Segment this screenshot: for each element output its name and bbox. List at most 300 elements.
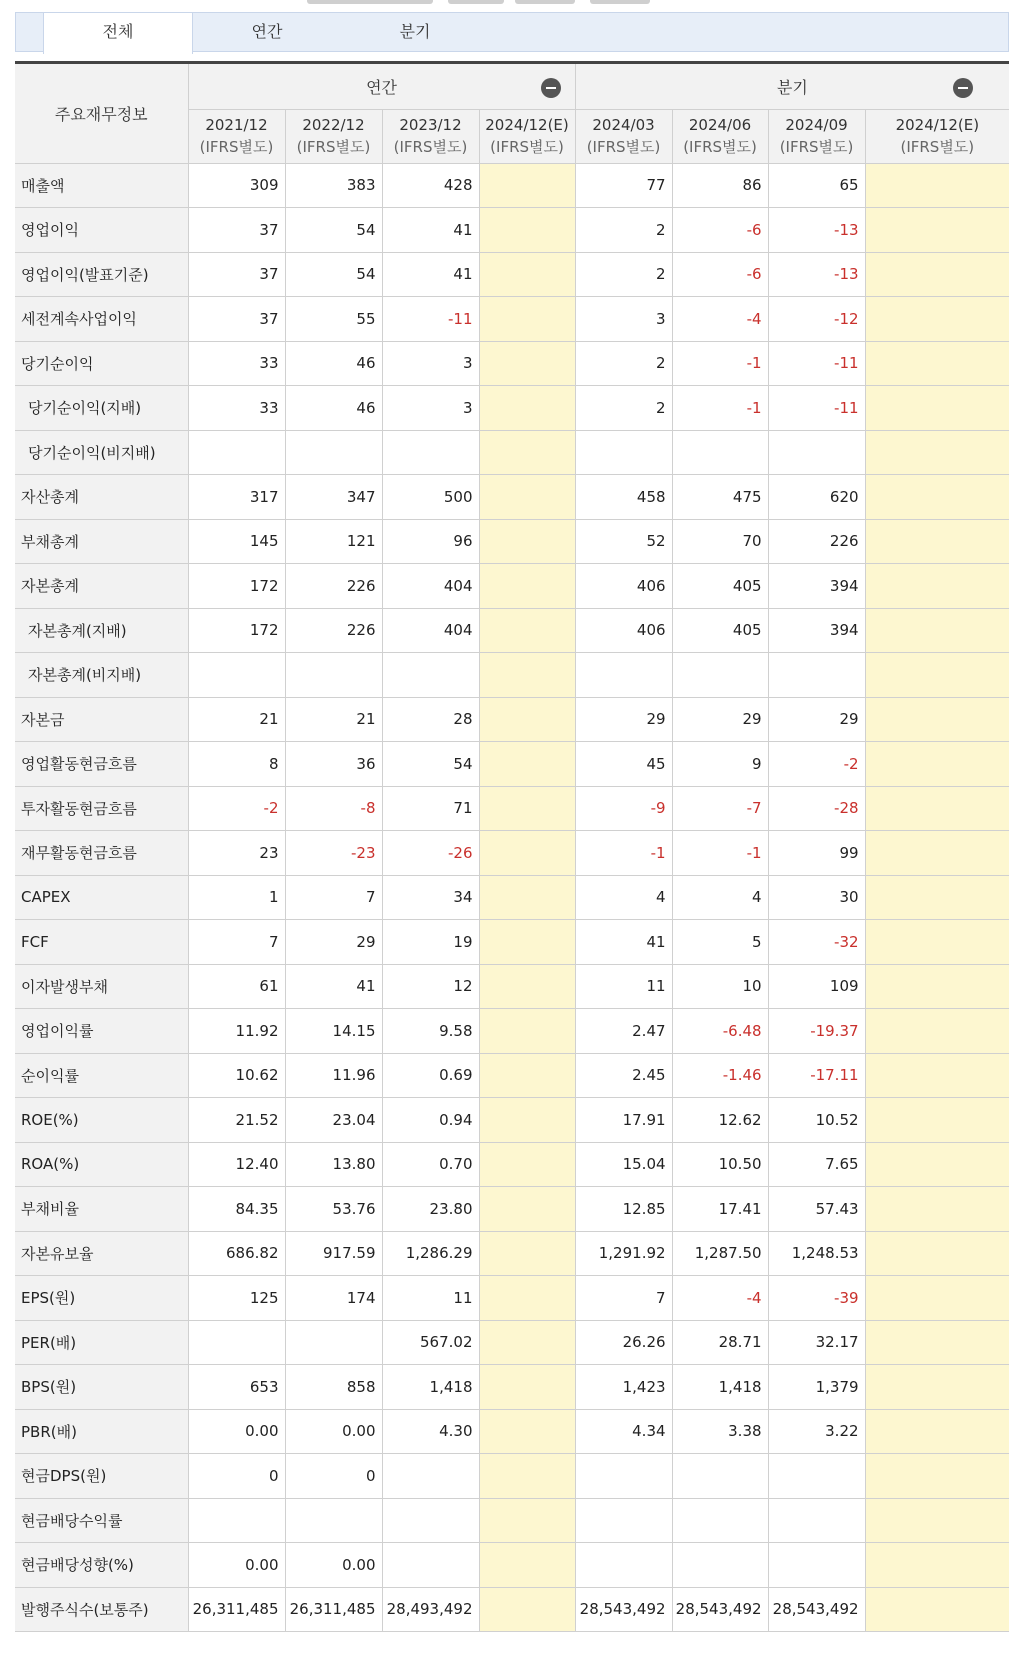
period-basis: (IFRS별도) [683, 138, 757, 156]
table-cell [285, 1320, 382, 1365]
table-cell [865, 697, 1009, 742]
row-label: 당기순이익(비지배) [15, 430, 188, 475]
table-cell: 226 [285, 608, 382, 653]
table-row [15, 964, 1009, 1009]
group-label: 분기 [776, 77, 808, 97]
table-cell: -1 [672, 341, 768, 386]
table-cell [575, 653, 672, 698]
table-cell: 23.80 [382, 1187, 479, 1232]
table-cell [865, 742, 1009, 787]
tab-annual[interactable]: 연간 [251, 22, 283, 41]
period-basis: (IFRS별도) [393, 138, 468, 156]
table-cell: 7.65 [768, 1142, 865, 1187]
table-cell: 54 [285, 252, 382, 297]
table-cell: 0.94 [382, 1098, 479, 1143]
table-cell: 17.41 [672, 1187, 768, 1232]
table-cell: 15.04 [575, 1142, 672, 1187]
period-header [479, 109, 575, 163]
table-row [15, 1009, 1009, 1054]
table-cell: -17.11 [768, 1053, 865, 1098]
row-label: 부채비율 [15, 1187, 188, 1232]
table-cell: 30 [768, 875, 865, 920]
table-cell: 37 [188, 208, 285, 253]
table-row [15, 252, 1009, 297]
table-cell: 84.35 [188, 1187, 285, 1232]
table-cell: 3.22 [768, 1409, 865, 1454]
table-row [15, 1498, 1009, 1543]
table-cell [479, 297, 575, 342]
row-label: 현금DPS(원) [15, 1454, 188, 1499]
table-cell [865, 786, 1009, 831]
table-cell: 2 [575, 341, 672, 386]
table-cell: 404 [382, 608, 479, 653]
table-cell: 109 [768, 964, 865, 1009]
period-header [188, 109, 285, 163]
table-cell [285, 1498, 382, 1543]
table-cell: 61 [188, 964, 285, 1009]
table-cell [672, 1454, 768, 1499]
table-cell [865, 1498, 1009, 1543]
table-cell [865, 430, 1009, 475]
row-label: 현금배당성향(%) [15, 1543, 188, 1588]
table-cell [575, 1498, 672, 1543]
table-cell: 3.38 [672, 1409, 768, 1454]
table-cell: 26,311,485 [285, 1587, 382, 1632]
table-cell [479, 564, 575, 609]
row-label: 영업활동현금흐름 [15, 742, 188, 787]
table-cell: -1.46 [672, 1053, 768, 1098]
table-cell: 54 [285, 208, 382, 253]
table-cell: 226 [285, 564, 382, 609]
table-row [15, 1587, 1009, 1632]
row-label: PBR(배) [15, 1409, 188, 1454]
period-date: 2021/12 [205, 116, 268, 134]
table-cell: 121 [285, 519, 382, 564]
table-cell [479, 208, 575, 253]
table-cell: 29 [672, 697, 768, 742]
table-cell: 9.58 [382, 1009, 479, 1054]
table-cell [865, 252, 1009, 297]
table-cell: 65 [768, 163, 865, 208]
row-label: 영업이익 [15, 208, 188, 253]
period-basis: (IFRS별도) [586, 138, 661, 156]
table-row [15, 608, 1009, 653]
table-row [15, 653, 1009, 698]
table-cell: 0 [285, 1454, 382, 1499]
table-row [15, 1543, 1009, 1588]
table-cell: 4.34 [575, 1409, 672, 1454]
table-cell: 0.70 [382, 1142, 479, 1187]
period-basis: (IFRS별도) [490, 138, 564, 156]
group-header-annual [188, 64, 575, 109]
table-cell [865, 1320, 1009, 1365]
row-label: 부채총계 [15, 519, 188, 564]
table-cell [382, 430, 479, 475]
table-cell: 3 [382, 341, 479, 386]
table-row [15, 163, 1009, 208]
table-cell: 29 [285, 920, 382, 965]
table-cell: 26,311,485 [188, 1587, 285, 1632]
row-label: BPS(원) [15, 1365, 188, 1410]
table-cell [382, 653, 479, 698]
table-cell [865, 1365, 1009, 1410]
table-cell: -2 [768, 742, 865, 787]
table-row [15, 697, 1009, 742]
table-cell: 12.62 [672, 1098, 768, 1143]
period-date: 2024/03 [592, 116, 655, 134]
table-cell: -13 [768, 252, 865, 297]
row-label: 순이익률 [15, 1053, 188, 1098]
row-label: CAPEX [15, 875, 188, 920]
period-header [285, 109, 382, 163]
table-cell: 21 [188, 697, 285, 742]
period-tab-bar [15, 12, 1009, 52]
table-cell: 0.00 [285, 1543, 382, 1588]
table-cell: 475 [672, 475, 768, 520]
table-cell: -23 [285, 831, 382, 876]
table-cell: -12 [768, 297, 865, 342]
table-cell: 172 [188, 608, 285, 653]
cut-off-element [590, 0, 650, 4]
table-cell: 33 [188, 341, 285, 386]
tab-quarterly[interactable]: 분기 [399, 22, 431, 41]
table-cell [479, 1187, 575, 1232]
table-cell: 0 [188, 1454, 285, 1499]
table-cell [768, 430, 865, 475]
table-cell [479, 1009, 575, 1054]
table-cell [479, 742, 575, 787]
table-cell: 405 [672, 564, 768, 609]
table-cell [768, 653, 865, 698]
table-cell: 7 [575, 1276, 672, 1321]
table-cell: 2 [575, 208, 672, 253]
row-label: ROA(%) [15, 1142, 188, 1187]
table-cell [479, 1498, 575, 1543]
period-header [865, 109, 1009, 163]
table-cell [865, 163, 1009, 208]
table-cell: 0.00 [188, 1543, 285, 1588]
table-cell: 383 [285, 163, 382, 208]
table-cell: 23.04 [285, 1098, 382, 1143]
table-cell [479, 920, 575, 965]
table-cell [865, 1187, 1009, 1232]
table-row [15, 208, 1009, 253]
table-cell [672, 1498, 768, 1543]
table-cell: 2.47 [575, 1009, 672, 1054]
table-row [15, 341, 1009, 386]
table-cell: 29 [575, 697, 672, 742]
table-cell [479, 519, 575, 564]
table-row [15, 1320, 1009, 1365]
cut-off-element [448, 0, 504, 4]
table-cell [768, 1454, 865, 1499]
table-cell: -8 [285, 786, 382, 831]
table-cell: 1,418 [672, 1365, 768, 1410]
table-cell [479, 1320, 575, 1365]
table-cell [479, 1053, 575, 1098]
row-label: 매출액 [15, 163, 188, 208]
row-label: FCF [15, 920, 188, 965]
table-cell: -7 [672, 786, 768, 831]
table-cell [672, 1543, 768, 1588]
table-cell: 11.96 [285, 1053, 382, 1098]
table-row [15, 297, 1009, 342]
table-cell: 12 [382, 964, 479, 1009]
row-label: 발행주식수(보통주) [15, 1587, 188, 1632]
table-cell [768, 1543, 865, 1588]
table-cell: 1,291.92 [575, 1231, 672, 1276]
table-cell [865, 1053, 1009, 1098]
table-cell [479, 653, 575, 698]
table-cell: -9 [575, 786, 672, 831]
table-cell: 9 [672, 742, 768, 787]
table-cell: 7 [188, 920, 285, 965]
row-label: 자본유보율 [15, 1231, 188, 1276]
tab-all[interactable]: 전체 [43, 13, 193, 54]
row-label: 영업이익률 [15, 1009, 188, 1054]
table-cell [479, 786, 575, 831]
table-cell: 620 [768, 475, 865, 520]
table-cell: 17.91 [575, 1098, 672, 1143]
table-cell [865, 1587, 1009, 1632]
table-cell: -11 [768, 341, 865, 386]
table-cell: 317 [188, 475, 285, 520]
table-cell [479, 1098, 575, 1143]
table-cell: 11 [575, 964, 672, 1009]
table-cell [479, 964, 575, 1009]
row-label: 당기순이익 [15, 341, 188, 386]
table-cell: 0.00 [188, 1409, 285, 1454]
period-header [768, 109, 865, 163]
table-cell: -11 [768, 386, 865, 431]
period-basis: (IFRS별도) [296, 138, 371, 156]
corner-header: 주요재무정보 [15, 64, 188, 163]
table-cell: -11 [382, 297, 479, 342]
period-date: 2022/12 [302, 116, 365, 134]
table-cell: 55 [285, 297, 382, 342]
table-cell [479, 831, 575, 876]
row-label: 자본총계(비지배) [15, 653, 188, 698]
table-cell: 917.59 [285, 1231, 382, 1276]
table-cell: 46 [285, 341, 382, 386]
table-cell: -13 [768, 208, 865, 253]
table-cell: -2 [188, 786, 285, 831]
table-cell: -1 [575, 831, 672, 876]
table-cell: 19 [382, 920, 479, 965]
table-cell [865, 564, 1009, 609]
table-row [15, 386, 1009, 431]
table-cell: 226 [768, 519, 865, 564]
row-label: 당기순이익(지배) [15, 386, 188, 431]
table-cell: 686.82 [188, 1231, 285, 1276]
table-cell: 26.26 [575, 1320, 672, 1365]
table-cell: 96 [382, 519, 479, 564]
table-row [15, 1276, 1009, 1321]
table-cell: -39 [768, 1276, 865, 1321]
table-cell [188, 430, 285, 475]
table-row [15, 1142, 1009, 1187]
table-row [15, 1409, 1009, 1454]
table-cell [672, 653, 768, 698]
table-cell: 28,493,492 [382, 1587, 479, 1632]
table-cell: 3 [382, 386, 479, 431]
table-cell: 2 [575, 252, 672, 297]
table-cell [479, 1454, 575, 1499]
table-row [15, 1098, 1009, 1143]
table-cell [479, 1365, 575, 1410]
table-cell: 45 [575, 742, 672, 787]
table-cell: 21.52 [188, 1098, 285, 1143]
collapse-annual-icon[interactable] [541, 78, 561, 98]
table-cell: 858 [285, 1365, 382, 1410]
table-cell: 41 [382, 252, 479, 297]
table-cell [479, 1543, 575, 1588]
table-cell [575, 1543, 672, 1588]
table-cell: 406 [575, 564, 672, 609]
table-cell [382, 1543, 479, 1588]
table-row [15, 1365, 1009, 1410]
row-label: 이자발생부채 [15, 964, 188, 1009]
table-cell: 567.02 [382, 1320, 479, 1365]
table-cell: 57.43 [768, 1187, 865, 1232]
table-cell: 28.71 [672, 1320, 768, 1365]
table-cell [865, 1454, 1009, 1499]
table-cell: 86 [672, 163, 768, 208]
table-cell: 28,543,492 [768, 1587, 865, 1632]
table-cell [865, 1142, 1009, 1187]
period-basis: (IFRS별도) [900, 138, 975, 156]
table-cell: 8 [188, 742, 285, 787]
table-row [15, 920, 1009, 965]
table-cell [382, 1498, 479, 1543]
table-cell: 4 [672, 875, 768, 920]
row-label: 자본총계(지배) [15, 608, 188, 653]
table-cell: 36 [285, 742, 382, 787]
table-cell [672, 430, 768, 475]
table-cell: 500 [382, 475, 479, 520]
table-cell [865, 1276, 1009, 1321]
row-label: ROE(%) [15, 1098, 188, 1143]
table-cell: 71 [382, 786, 479, 831]
cut-off-element [307, 0, 433, 4]
table-cell: 70 [672, 519, 768, 564]
table-cell: 145 [188, 519, 285, 564]
table-cell [188, 1498, 285, 1543]
table-cell [479, 475, 575, 520]
table-cell [865, 831, 1009, 876]
table-cell: 10 [672, 964, 768, 1009]
table-cell [865, 1409, 1009, 1454]
table-cell [865, 920, 1009, 965]
table-row [15, 564, 1009, 609]
period-date: 2023/12 [399, 116, 462, 134]
table-cell: 1,286.29 [382, 1231, 479, 1276]
collapse-quarterly-icon[interactable] [953, 78, 973, 98]
table-cell [865, 653, 1009, 698]
table-cell [479, 386, 575, 431]
table-cell: 10.62 [188, 1053, 285, 1098]
table-cell: 5 [672, 920, 768, 965]
table-cell [865, 1231, 1009, 1276]
table-cell: 53.76 [285, 1187, 382, 1232]
table-cell: -4 [672, 1276, 768, 1321]
table-cell [865, 1009, 1009, 1054]
row-label: 재무활동현금흐름 [15, 831, 188, 876]
table-cell: 33 [188, 386, 285, 431]
top-strip [0, 0, 1009, 10]
table-cell: 52 [575, 519, 672, 564]
row-label: PER(배) [15, 1320, 188, 1365]
row-label: 세전계속사업이익 [15, 297, 188, 342]
table-cell: 394 [768, 608, 865, 653]
table-row [15, 875, 1009, 920]
table-cell: 34 [382, 875, 479, 920]
table-cell: 347 [285, 475, 382, 520]
period-date: 2024/12(E) [485, 116, 569, 134]
table-cell: 2.45 [575, 1053, 672, 1098]
period-date: 2024/12(E) [895, 116, 980, 134]
table-cell: 0.69 [382, 1053, 479, 1098]
row-label: 투자활동현금흐름 [15, 786, 188, 831]
table-cell: 1,379 [768, 1365, 865, 1410]
table-cell: 21 [285, 697, 382, 742]
group-header-quarterly [575, 64, 1009, 109]
table-cell [479, 430, 575, 475]
table-cell: 99 [768, 831, 865, 876]
table-cell: -1 [672, 831, 768, 876]
table-cell: -1 [672, 386, 768, 431]
table-cell: 41 [575, 920, 672, 965]
table-cell: -26 [382, 831, 479, 876]
table-cell: -6 [672, 252, 768, 297]
table-cell: 12.85 [575, 1187, 672, 1232]
table-cell: 13.80 [285, 1142, 382, 1187]
period-basis: (IFRS별도) [779, 138, 854, 156]
table-cell [479, 1231, 575, 1276]
row-label: 현금배당수익률 [15, 1498, 188, 1543]
table-cell: 4.30 [382, 1409, 479, 1454]
row-label: 자본금 [15, 697, 188, 742]
table-cell: 28,543,492 [575, 1587, 672, 1632]
table-cell [865, 608, 1009, 653]
table-cell: 394 [768, 564, 865, 609]
table-cell: 37 [188, 297, 285, 342]
table-cell: 12.40 [188, 1142, 285, 1187]
table-cell: 0.00 [285, 1409, 382, 1454]
table-cell: 23 [188, 831, 285, 876]
table-cell [575, 430, 672, 475]
table-cell [479, 252, 575, 297]
table-cell: 1,287.50 [672, 1231, 768, 1276]
table-cell: 37 [188, 252, 285, 297]
table-cell: -19.37 [768, 1009, 865, 1054]
table-cell [768, 1498, 865, 1543]
table-row [15, 1053, 1009, 1098]
table-cell: 3 [575, 297, 672, 342]
table-row [15, 519, 1009, 564]
table-cell: -32 [768, 920, 865, 965]
table-row [15, 1454, 1009, 1499]
table-row [15, 475, 1009, 520]
row-label: EPS(원) [15, 1276, 188, 1321]
table-cell [479, 163, 575, 208]
table-cell: -6.48 [672, 1009, 768, 1054]
table-cell: 4 [575, 875, 672, 920]
table-cell: -28 [768, 786, 865, 831]
table-cell [479, 1409, 575, 1454]
table-cell: 11 [382, 1276, 479, 1321]
table-cell [865, 297, 1009, 342]
